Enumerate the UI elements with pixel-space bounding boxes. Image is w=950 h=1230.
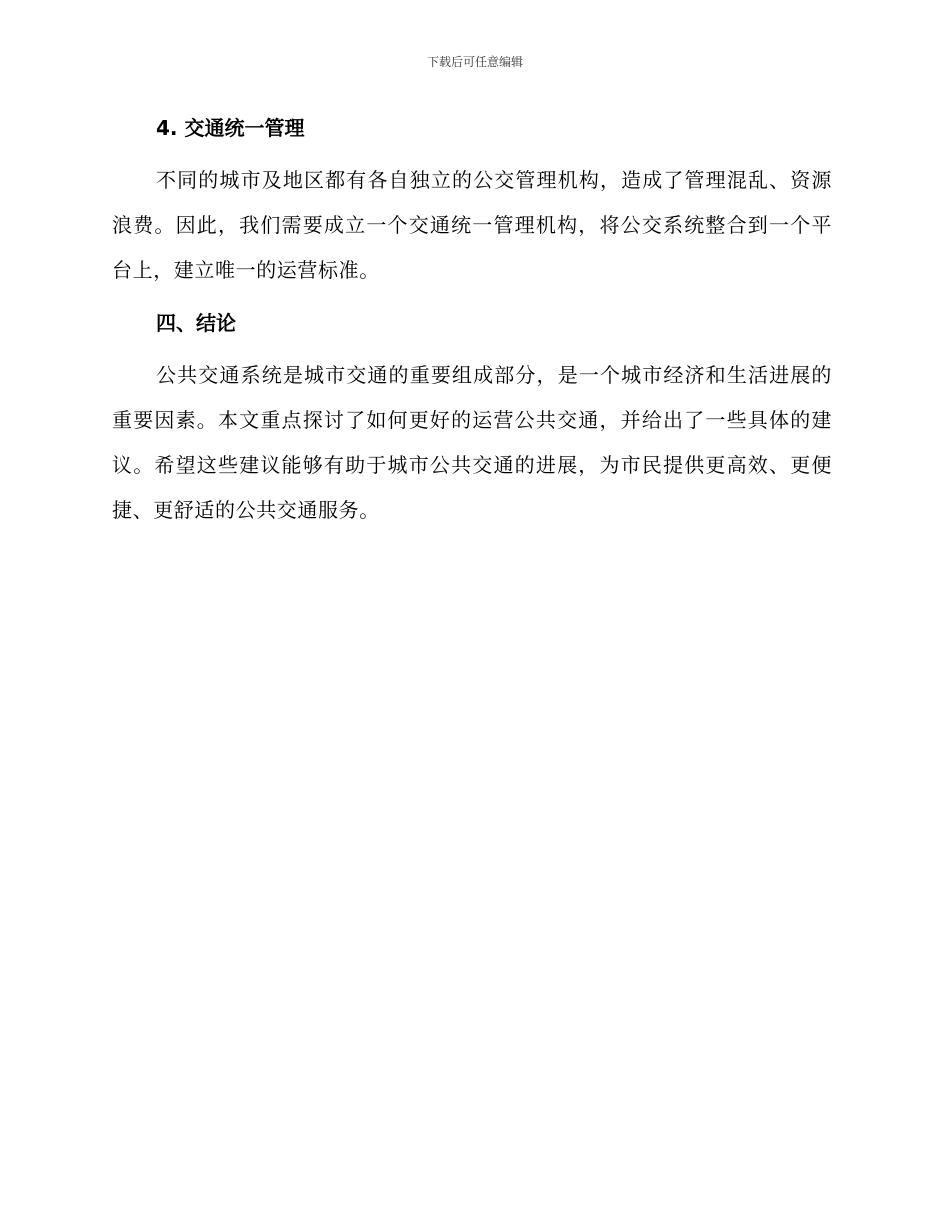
document-body bbox=[112, 112, 832, 533]
section-heading-conclusion: 四、结论 bbox=[156, 311, 236, 335]
paragraph-traffic-management: 不同的城市及地区都有各自独立的公交管理机构，造成了管理混乱、资源浪费。因此，我们需要成立一个交通统一管理机构，将公交系统整合到一个平台上，建立唯一的运营标准。 bbox=[112, 168, 832, 282]
header-note: 下载后可任意编辑 bbox=[426, 55, 523, 69]
section-heading-traffic-management: 4. 交通统一管理 bbox=[156, 116, 305, 140]
paragraph-conclusion: 公共交通系统是城市交通的重要组成部分，是一个城市经济和生活进展的重要因素。本文重点探讨了如何更好的运营公共交通，并给出了一些具体的建议。希望这些建议能够有助于城市公共交通的进展，为市民提供更高效、更便捷、更舒适的公共交通服务。 bbox=[112, 363, 832, 522]
